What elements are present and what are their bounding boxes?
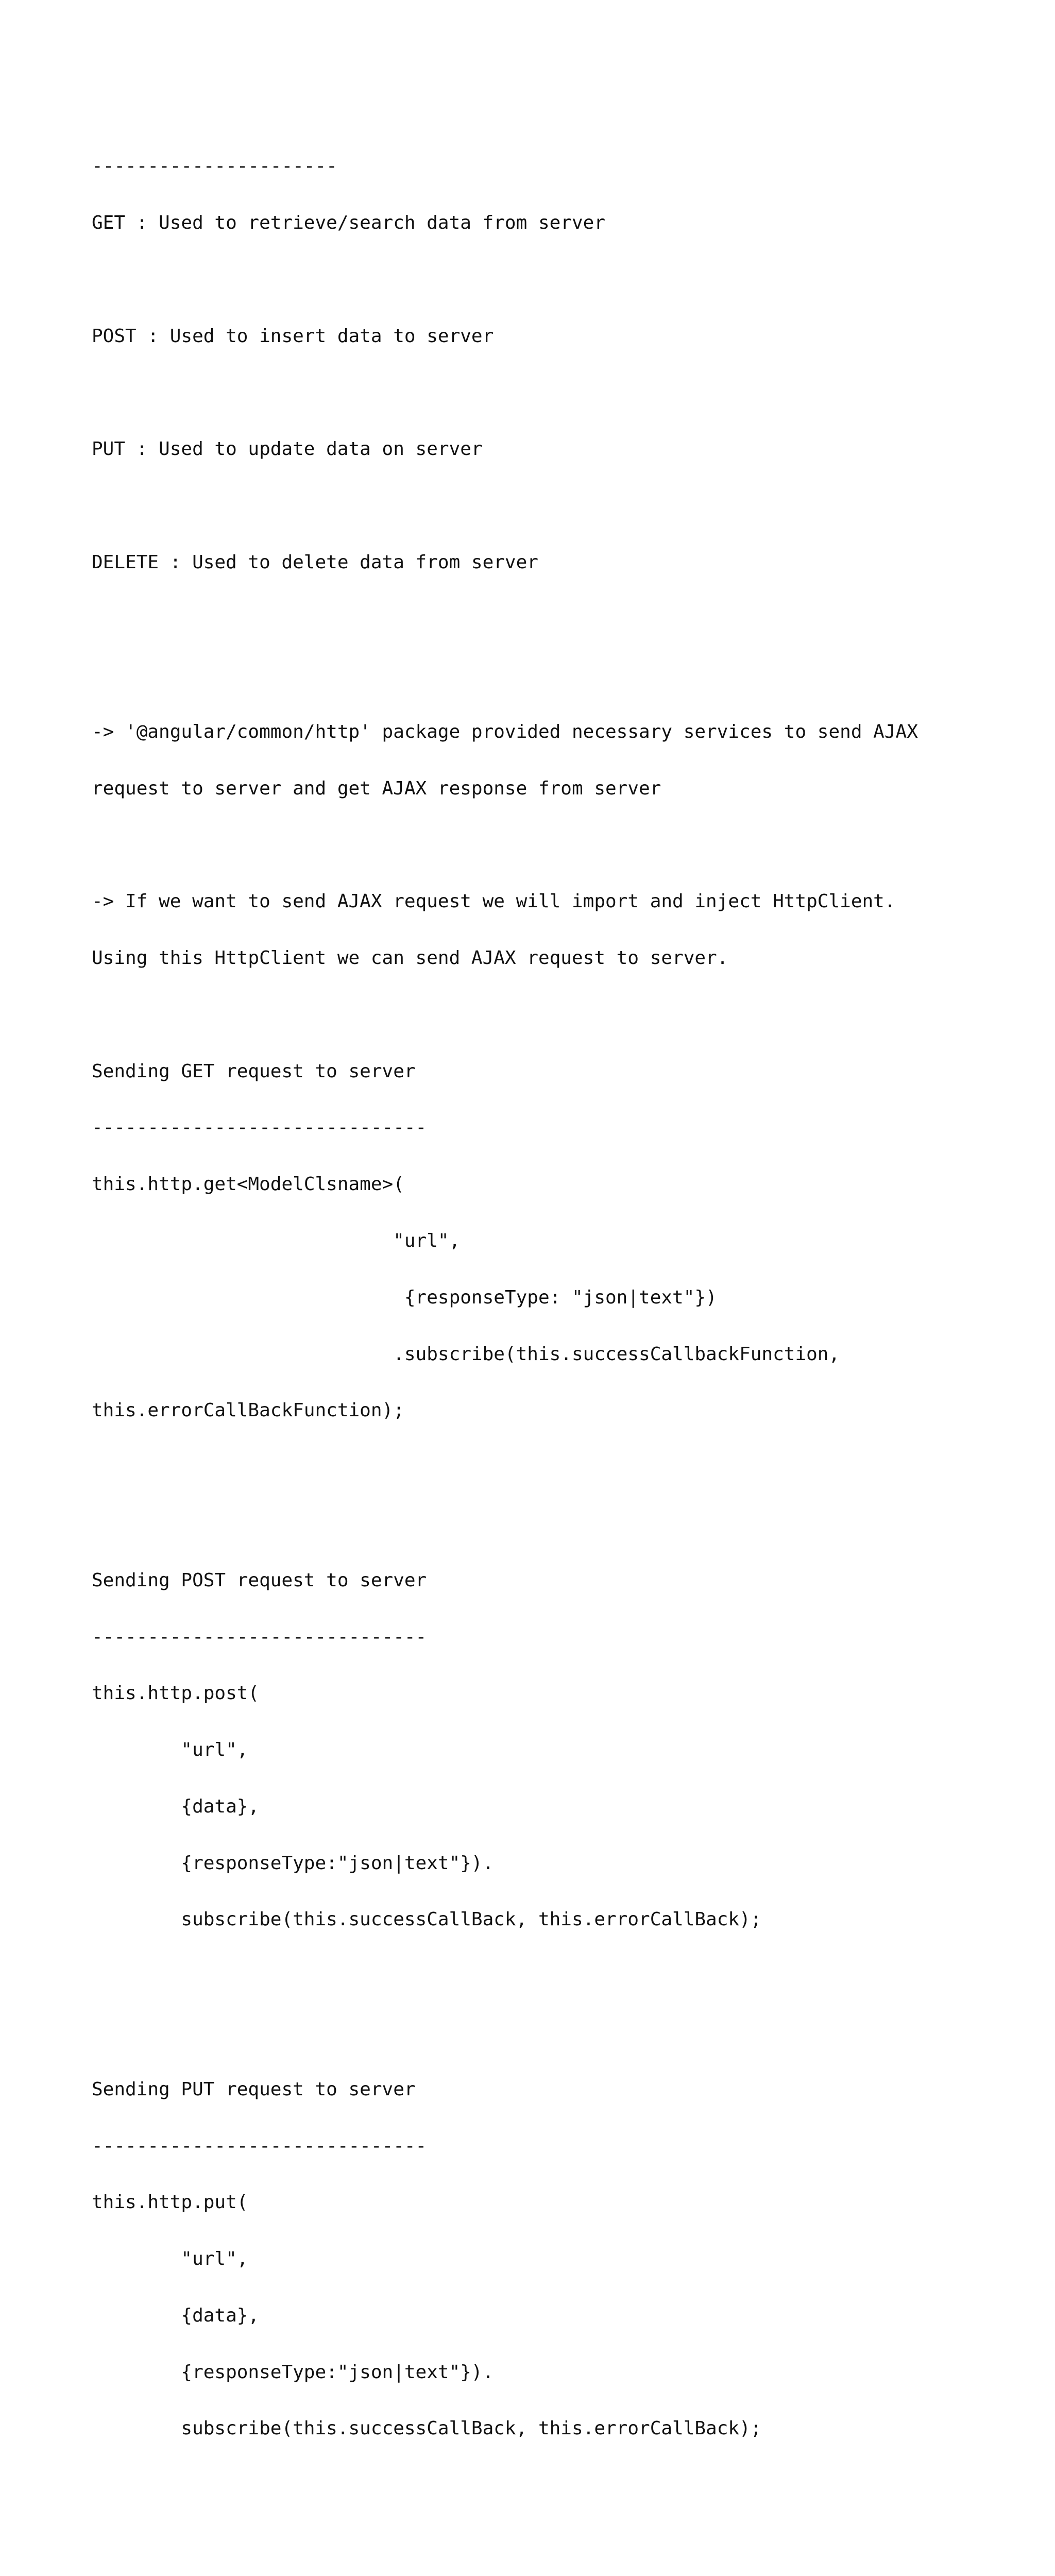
httpclient-note-line-1: -> If we want to send AJAX request we will import and inject HttpClient. [92,891,896,912]
httpclient-note-line-2: Using this HttpClient we can send AJAX request to server. [92,947,728,969]
put-description: PUT : Used to update data on server [92,438,483,460]
post-description: POST : Used to insert data to server [92,325,494,347]
blank-line [92,1006,1029,1025]
delete-description: DELETE : Used to delete data from server [92,551,538,573]
blank-line [92,609,1029,629]
blank-line [92,383,1029,402]
get-code-line-2: "url", [92,1230,461,1252]
put-code-line-4: {responseType:"json|text"}). [92,2361,494,2383]
get-description: GET : Used to retrieve/search data from server [92,212,605,233]
blank-line [92,2533,1029,2552]
angular-http-note-line-2: request to server and get AJAX response from server [92,777,661,799]
angular-http-note-line-1: -> '@angular/common/http' package provided necessary services to send AJAX [92,721,918,742]
get-section-underline: ------------------------------ [92,1117,427,1139]
put-section-underline: ------------------------------ [92,2135,427,2157]
post-section-heading: Sending POST request to server [92,1569,427,1591]
put-code-line-2: "url", [92,2248,248,2270]
post-code-line-3: {data}, [92,1795,260,1817]
blank-line [92,1458,1029,1477]
post-code-line-2: "url", [92,1739,248,1761]
blank-line [92,2476,1029,2495]
blank-line [92,1967,1029,1986]
blank-line [92,497,1029,516]
post-code-line-4: {responseType:"json|text"}). [92,1852,494,1874]
post-section-underline: ------------------------------ [92,1626,427,1648]
get-code-line-1: this.http.get<ModelClsname>( [92,1174,404,1195]
get-code-line-4: .subscribe(this.successCallbackFunction, [92,1343,840,1365]
blank-line [92,666,1029,685]
get-code-line-5: this.errorCallBackFunction); [92,1400,404,1421]
blank-line [92,270,1029,290]
code-notes-text [92,120,1029,2576]
blank-line [92,2024,1029,2043]
get-section-heading: Sending GET request to server [92,1060,416,1082]
blank-line [92,1515,1029,1534]
put-section-heading: Sending PUT request to server [92,2078,416,2100]
put-code-line-5: subscribe(this.successCallBack, this.errorCallBack); [92,2418,762,2439]
put-code-line-1: this.http.put( [92,2192,248,2213]
get-code-line-3: {responseType: "json|text"}) [92,1286,717,1308]
separator-line: ---------------------- [92,156,337,177]
post-code-line-1: this.http.post( [92,1683,260,1704]
post-code-line-5: subscribe(this.successCallBack, this.errorCallBack); [92,1909,762,1930]
blank-line [92,836,1029,855]
put-code-line-3: {data}, [92,2304,260,2326]
